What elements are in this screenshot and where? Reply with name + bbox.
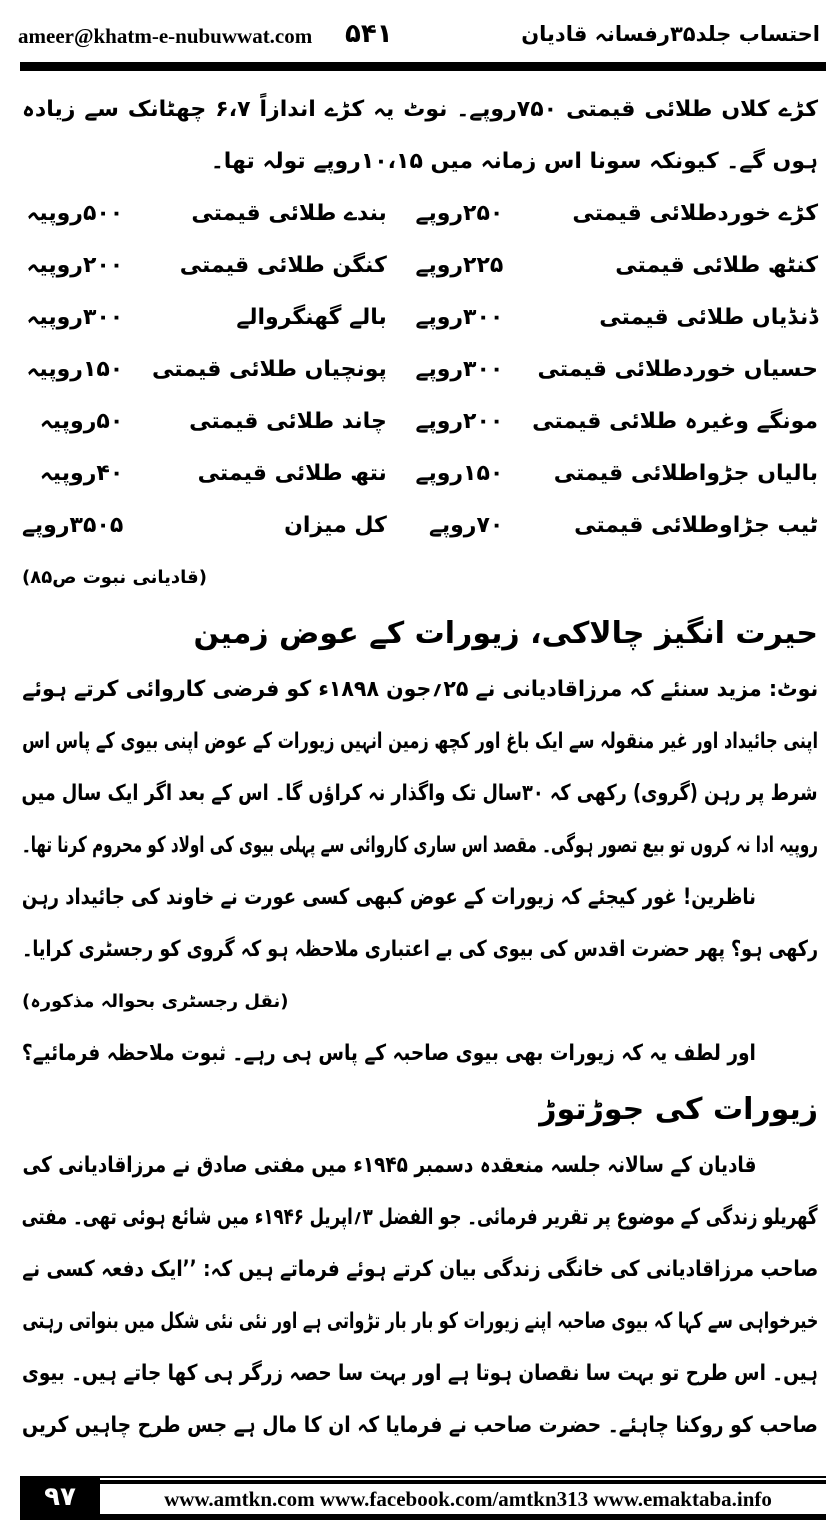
footer-urls: www.amtkn.com www.facebook.com/amtkn313 www.emaktaba.info — [164, 1487, 772, 1511]
page-header — [0, 0, 840, 80]
citation: (قادیانی نبوت ص۸۵) — [22, 567, 207, 588]
section-heading: زیورات کی جوڑتوڑ — [539, 1092, 818, 1127]
footer-rule — [100, 1476, 826, 1478]
text-line: اپنی جائیداد اور غیر منقولہ سے ایک باغ اور کچھ زمین انہیں زیورات کے عوض اپنی بیوی کے پاس اس — [22, 729, 818, 754]
item-name: کنگن طلائی قیمتی — [179, 253, 387, 278]
footer-page-number: ۹۷ — [20, 1476, 100, 1520]
header-rule — [20, 62, 826, 71]
text-line: کڑے کلاں طلائی قیمتی ۷۵۰روپے۔ نوٹ یہ کڑے اندازاً ۶،۷ چھٹانک سے زیادہ — [22, 97, 818, 122]
item-name: بالے گھنگروالے — [236, 305, 387, 330]
item-name: ٹیب جڑاوطلائی قیمتی — [574, 513, 818, 538]
text-line: خیرخواہی سے کہا کہ بیوی صاحبہ اپنے زیورات کو بار بار تڑواتی ہے اور نئی نئی شکل میں بنواتی رہتی — [22, 1309, 818, 1334]
page-body — [22, 84, 818, 1452]
item-name: بالیاں جڑواطلائی قیمتی — [553, 461, 818, 486]
item-price: ۲۰۰روپے — [415, 409, 504, 434]
item-price: ۴۰روپیہ — [39, 461, 124, 486]
item-price: ۵۰روپیہ — [39, 409, 124, 434]
item-name: چاند طلائی قیمتی — [189, 409, 387, 434]
item-name: پونچیاں طلائی قیمتی — [151, 357, 387, 382]
item-name: مونگے وغیرہ طلائی قیمتی — [532, 409, 818, 434]
section-heading: حیرت انگیز چالاکی، زیورات کے عوض زمین — [193, 616, 818, 651]
total-value: ۳۵۰۵روپے — [22, 513, 124, 538]
item-name: بندے طلائی قیمتی — [191, 201, 387, 226]
footer-rule — [100, 1480, 826, 1484]
item-name: کڑے خوردطلائی قیمتی — [572, 201, 818, 226]
text-line: صاحب کو روکنا چاہئے۔ حضرت صاحب نے فرمایا کہ ان کا مال ہے جس طرح چاہیں کریں — [22, 1413, 818, 1438]
item-name: ڈنڈیاں طلائی قیمتی — [599, 305, 818, 330]
item-price: ۷۰روپے — [428, 513, 504, 538]
item-price: ۲۰۰روپیہ — [26, 253, 124, 278]
text-line: روپیہ ادا نہ کروں تو بیع تصور ہوگی۔ مقصد اس ساری کاروائی سے پہلی بیوی کی اولاد کو محروم کرنا تھا۔ — [22, 833, 818, 858]
item-price: ۳۰۰روپے — [415, 357, 504, 382]
item-price: ۱۵۰روپیہ — [26, 357, 124, 382]
item-price: ۳۰۰روپے — [415, 305, 504, 330]
item-price: ۲۵۰روپے — [415, 201, 504, 226]
item-price: ۵۰۰روپیہ — [26, 201, 124, 226]
text-line: گھریلو زندگی کے موضوع پر تقریر فرمائی۔ جو الفضل ۳؍اپریل ۱۹۴۶ء میں شائع ہوئی تھی۔ مفتی — [22, 1205, 818, 1230]
page-footer — [0, 1470, 840, 1520]
header-email: ameer@khatm-e-nubuwwat.com — [18, 24, 313, 48]
item-name: نتھ طلائی قیمتی — [197, 461, 387, 486]
text-line: رکھی ہو؟ پھر حضرت اقدس کی بیوی کی بے اعتباری ملاحظہ ہو کہ گروی کو رجسٹری کرایا۔ — [22, 937, 818, 962]
price-table — [22, 188, 818, 552]
text-line: ہوں گے۔ کیونکہ سونا اس زمانہ میں ۱۰،۱۵روپے تولہ تھا۔ — [210, 149, 818, 174]
total-label: کل میزان — [284, 513, 387, 538]
item-name: کنٹھ طلائی قیمتی — [615, 253, 818, 278]
text-line: اور لطف یہ کہ زیورات بھی بیوی صاحبہ کے پاس ہی رہے۔ ثبوت ملاحظہ فرمائیے؟ — [22, 1041, 756, 1066]
text-line: شرط پر رہن (گروی) رکھی کہ ۳۰سال تک واگذار نہ کراؤں گا۔ اس کے بعد اگر ایک سال میں — [22, 781, 818, 806]
book-title: احتساب جلد۳۵رفسانہ قادیان — [521, 22, 820, 46]
text-line: صاحب مرزاقادیانی کی خانگی زندگی بیان کرتے ہوئے فرماتے ہیں کہ: ’’ایک دفعہ کسی نے — [22, 1257, 818, 1282]
text-line: ناظرین! غور کیجئے کہ زیورات کے عوض کبھی کسی عورت نے خاوند کی جائیداد رہن — [22, 885, 756, 910]
footer-bar — [100, 1514, 826, 1520]
text-line: نوٹ: مزید سنئے کہ مرزاقادیانی نے ۲۵؍جون ۱۸۹۸ء کو فرضی کاروائی کرتے ہوئے — [22, 677, 818, 702]
item-price: ۲۲۵روپے — [415, 253, 504, 278]
text-line: قادیان کے سالانہ جلسہ منعقدہ دسمبر ۱۹۴۵ء میں مفتی صادق نے مرزاقادیانی کی — [22, 1153, 756, 1178]
text-line: ہیں۔ اس طرح تو بہت سا نقصان ہوتا ہے اور بہت سا حصہ زرگر ہی کھا جاتے ہیں۔ بیوی — [22, 1361, 818, 1386]
item-name: حسیاں خوردطلائی قیمتی — [537, 357, 818, 382]
citation: (نقل رجسٹری بحوالہ مذکورہ) — [22, 991, 289, 1012]
item-price: ۱۵۰روپے — [415, 461, 504, 486]
page-number: ۵۴۱ — [345, 19, 393, 49]
item-price: ۳۰۰روپیہ — [26, 305, 124, 330]
